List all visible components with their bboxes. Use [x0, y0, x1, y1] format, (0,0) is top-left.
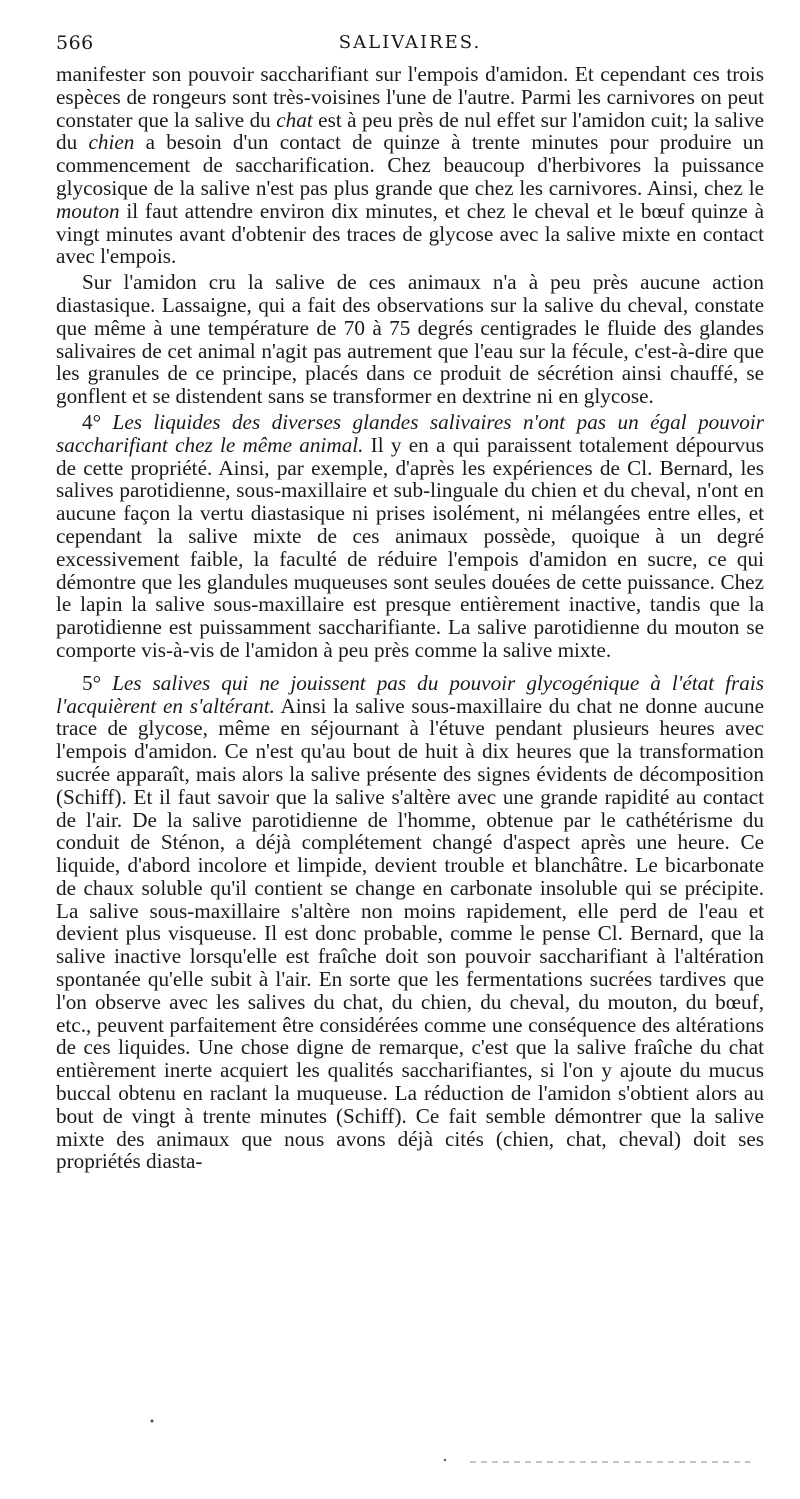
scan-speck — [151, 1420, 154, 1423]
paragraph — [56, 271, 764, 408]
italic-text: Les salives qui ne jouissent pas du pouvoir glycogénique à l'état frais l'acquièrent en s'altérant. — [56, 670, 764, 718]
italic-text: chat — [276, 107, 313, 132]
italic-text: mouton — [56, 198, 120, 223]
paragraph — [56, 63, 764, 268]
paragraph — [56, 672, 764, 1174]
page-header — [56, 32, 764, 60]
italic-text: chien — [88, 130, 135, 155]
text-run: 5° — [82, 670, 113, 695]
text-run: est à peu près de nul effet sur l'amidon cuit; la salive du — [56, 107, 764, 155]
text-run: 4° — [82, 409, 113, 434]
scan-speck — [444, 1459, 446, 1461]
italic-text: Les liquides des diverses glandes salivaires n'ont pas un égal pouvoir saccharifiant chez le même animal. — [56, 409, 764, 457]
text-run: a besoin d'un contact de quinze à trente minutes pour produire un commencement de saccharification. Chez beaucoup d'herbivores la puissance glycosique de la salive n'est pas plus grande que chez les carnivores. Ainsi, chez le — [56, 130, 764, 200]
text-run: Sur l'amidon cru la salive de ces animaux n'a à peu près aucune action diastasique. Lassaigne, qui a fait des observations sur la salive du cheval, constate que même à une température de 70 à 75 degrés centigrades le fluide des glandes salivaires de cet animal n'agit pas autrement que l'eau sur la fécule, c'est-à-dire que les granules de ce principe, placés dans ce produit de sécrétion ainsi chauffé, se gonflent et se distendent sans se transformer en dextrine ni en glycose. — [56, 270, 764, 409]
text-run: il faut attendre environ dix minutes, et chez le cheval et le bœuf quinze à vingt minutes avant d'obtenir des traces de glycose avec la salive mixte en contact avec l'empois. — [56, 198, 764, 269]
page-number: 566 — [56, 32, 94, 54]
text-run: manifester son pouvoir saccharifiant sur l'empois d'amidon. Et cependant ces trois espèces de rongeurs sont très-voisines l'une de l'autre. Parmi les carnivores on peut constater que la salive du — [56, 62, 764, 132]
body-text — [56, 63, 764, 1173]
paragraph — [56, 411, 764, 662]
running-title: SALIVAIRES. — [338, 32, 482, 53]
text-run: Ainsi la salive sous-maxillaire du chat ne donne aucune trace de glycose, même en séjournant à l'étuve pendant plusieurs heures avec l'empois d'amidon. Ce n'est qu'au bout de huit à dix heures que la transformation sucrée apparaît, mais alors la salive présente des signes évidents de décomposition (Schiff). Et il faut savoir que la salive s'altère avec une grande rapidité au contact de l'air. De la salive parotidienne de l'homme, obtenue par le cathétérisme du conduit de Sténon, a déjà complétement changé d'aspect après une heure. Ce liquide, d'abord incolore et limpide, devient trouble et blanchâtre. Le bicarbonate de chaux soluble qu'il contient se change en carbonate insoluble qui se précipite. La salive sous-maxillaire s'altère non moins rapidement, elle perd de l'eau et devient plus visqueuse. Il est donc probable, comme le pense Cl. Bernard, que la salive inactive lorsqu'elle est fraîche doit son pouvoir saccharifiant à l'altération spontanée qu'elle subit à l'air. En sorte que les fermentations sucrées tardives que l'on observe avec les salives du chat, du chien, du cheval, du mouton, du bœuf, etc., peuvent parfaitement être considérées comme une conséquence des altérations de ces liquides. Une chose digne de remarque, c'est que la salive fraîche du chat entièrement inerte acquiert les qualités saccharifiantes, si l'on y ajoute du mucus buccal obtenu en raclant la muqueuse. La réduction de l'amidon s'obtient alors au bout de vingt à trente minutes (Schiff). Ce fait semble démontrer que la salive mixte des animaux que nous avons déjà cités (chien, chat, cheval) doit ses propriétés diasta- — [56, 693, 764, 1174]
text-run: Il y en a qui paraissent totalement dépourvus de cette propriété. Ainsi, par exemple, d'après les expériences de Cl. Bernard, les salives parotidienne, sous-maxillaire et sub-linguale du chien et du cheval, n'ont en aucune façon la vertu diastasique ni prises isolément, ni mélangées entre elles, et cependant la salive mixte de ces animaux possède, quoique à un degré excessivement faible, la faculté de réduire l'empois d'amidon en sucre, ce qui démontre que les glandules muqueuses sont seules douées de cette puissance. Chez le lapin la salive sous-maxillaire est presque entièrement inactive, tandis que la parotidienne est puissamment saccharifiante. La salive parotidienne du mouton se comporte vis-à-vis de l'amidon à peu près comme la salive mixte. — [56, 432, 764, 662]
